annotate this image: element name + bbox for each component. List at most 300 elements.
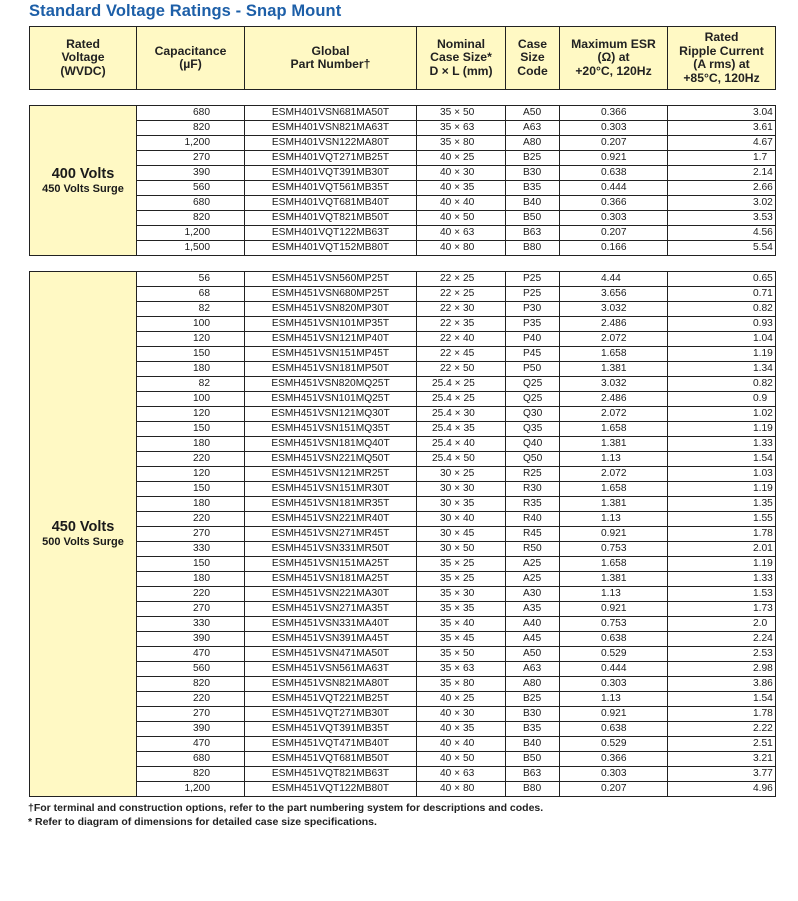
esr-cell: 1.381 (560, 572, 668, 587)
table-row (30, 767, 776, 782)
capacitance-cell: 680 (137, 106, 245, 121)
ripple-current-cell: 1.34 (668, 362, 776, 377)
esr-cell: 0.638 (560, 632, 668, 647)
part-number-cell: ESMH451VSN181MQ40T (245, 437, 417, 452)
case-code-cell: B25 (506, 692, 560, 707)
case-code-cell: Q40 (506, 437, 560, 452)
case-code-cell: A63 (506, 662, 560, 677)
case-size-cell: 30 × 50 (417, 542, 506, 557)
case-size-cell: 40 × 80 (417, 782, 506, 797)
case-code-cell: A25 (506, 557, 560, 572)
esr-cell: 0.921 (560, 602, 668, 617)
esr-cell: 0.303 (560, 211, 668, 226)
ripple-current-cell: 2.24 (668, 632, 776, 647)
case-code-cell: Q35 (506, 422, 560, 437)
rated-voltage-cell (30, 272, 137, 797)
table-row (30, 422, 776, 437)
ripple-current-cell: 3.77 (668, 767, 776, 782)
header-line: (A rms) at (693, 57, 750, 71)
case-size-cell: 40 × 63 (417, 767, 506, 782)
case-code-cell: P40 (506, 332, 560, 347)
case-size-cell: 35 × 25 (417, 557, 506, 572)
ripple-current-cell: 1.19 (668, 422, 776, 437)
ripple-current-cell: 1.33 (668, 572, 776, 587)
ripple-current-cell: 3.53 (668, 211, 776, 226)
ripple-current-cell: 3.21 (668, 752, 776, 767)
esr-cell: 2.072 (560, 407, 668, 422)
esr-cell: 0.444 (560, 181, 668, 196)
capacitance-cell: 220 (137, 692, 245, 707)
table-row (30, 587, 776, 602)
esr-cell: 0.638 (560, 166, 668, 181)
part-number-cell: ESMH401VSN821MA63T (245, 121, 417, 136)
table-row (30, 572, 776, 587)
esr-cell: 2.486 (560, 392, 668, 407)
case-code-cell: B40 (506, 737, 560, 752)
table-row (30, 437, 776, 452)
case-size-cell: 40 × 50 (417, 211, 506, 226)
ripple-current-cell: 1.19 (668, 557, 776, 572)
footnote-case-size: * Refer to diagram of dimensions for detailed case size specifications. (28, 816, 377, 828)
header-line: Ripple Current (679, 43, 764, 58)
table-row (30, 166, 776, 181)
rated-voltage: 450 Volts (51, 519, 115, 535)
part-number-cell: ESMH451VSN331MR50T (245, 542, 417, 557)
case-code-cell: A63 (506, 121, 560, 136)
ripple-current-cell: 1.19 (668, 347, 776, 362)
esr-cell: 0.366 (560, 752, 668, 767)
ripple-current-cell: 1.73 (668, 602, 776, 617)
ripple-current-cell: 3.61 (668, 121, 776, 136)
case-code-cell: R30 (506, 482, 560, 497)
case-code-cell: P25 (506, 287, 560, 302)
case-size-cell: 30 × 40 (417, 512, 506, 527)
esr-cell: 1.381 (560, 437, 668, 452)
header-line: Code (517, 63, 548, 78)
ripple-current-cell: 0.82 (668, 302, 776, 317)
part-number-cell: ESMH451VSN391MA45T (245, 632, 417, 647)
table-row (30, 482, 776, 497)
table-row (30, 527, 776, 542)
case-size-cell: 22 × 45 (417, 347, 506, 362)
part-number-cell: ESMH451VQT271MB30T (245, 707, 417, 722)
header-line: Capacitance (154, 43, 227, 58)
esr-cell: 0.753 (560, 542, 668, 557)
case-code-cell: B30 (506, 707, 560, 722)
capacitance-cell: 470 (137, 737, 245, 752)
part-number-cell: ESMH451VQT471MB40T (245, 737, 417, 752)
case-code-cell: P35 (506, 317, 560, 332)
part-number-cell: ESMH451VSN221MA30T (245, 587, 417, 602)
ripple-current-cell: 1.78 (668, 527, 776, 542)
ripple-current-cell: 3.04 (668, 106, 776, 121)
case-size-cell: 35 × 40 (417, 617, 506, 632)
capacitance-cell: 330 (137, 542, 245, 557)
esr-cell: 4.44 (560, 272, 668, 287)
table-row (30, 196, 776, 211)
table-row (30, 407, 776, 422)
ripple-current-cell: 2.66 (668, 181, 776, 196)
table-row (30, 662, 776, 677)
capacitance-cell: 1,200 (137, 136, 245, 151)
capacitance-cell: 180 (137, 572, 245, 587)
table-row (30, 377, 776, 392)
ripple-current-cell: 1.54 (668, 692, 776, 707)
table-row (30, 557, 776, 572)
header-line: +20°C, 120Hz (575, 63, 652, 78)
capacitance-cell: 100 (137, 317, 245, 332)
part-number-cell: ESMH451VSN151MP45T (245, 347, 417, 362)
case-size-cell: 30 × 35 (417, 497, 506, 512)
ripple-current-cell: 4.67 (668, 136, 776, 151)
case-size-cell: 40 × 25 (417, 151, 506, 166)
capacitance-cell: 330 (137, 617, 245, 632)
case-code-cell: P25 (506, 272, 560, 287)
part-number-cell: ESMH401VQT391MB30T (245, 166, 417, 181)
voltage-group-450 (29, 271, 776, 797)
part-number-cell: ESMH451VSN181MR35T (245, 497, 417, 512)
part-number-cell: ESMH451VSN181MP50T (245, 362, 417, 377)
esr-cell: 1.381 (560, 497, 668, 512)
capacitance-cell: 680 (137, 752, 245, 767)
esr-cell: 0.529 (560, 647, 668, 662)
case-code-cell: P30 (506, 302, 560, 317)
case-size-cell: 22 × 50 (417, 362, 506, 377)
part-number-cell: ESMH401VQT271MB25T (245, 151, 417, 166)
table-row (30, 362, 776, 377)
surge-voltage: 500 Volts Surge (42, 536, 124, 548)
ripple-current-cell: 2.01 (668, 542, 776, 557)
ripple-current-cell: 2.22 (668, 722, 776, 737)
part-number-cell: ESMH451VSN121MQ30T (245, 407, 417, 422)
esr-cell: 0.366 (560, 106, 668, 121)
table-row (30, 602, 776, 617)
header-line: Part Number† (290, 57, 371, 71)
case-size-cell: 35 × 63 (417, 121, 506, 136)
table-row (30, 707, 776, 722)
header-ripple-current (668, 27, 776, 90)
header-line: Voltage (61, 50, 105, 65)
case-code-cell: R25 (506, 467, 560, 482)
ripple-current-cell: 2.0 (668, 617, 776, 632)
case-code-cell: R40 (506, 512, 560, 527)
ripple-current-cell: 0.82 (668, 377, 776, 392)
part-number-cell: ESMH451VQT122MB80T (245, 782, 417, 797)
header-line: Size (520, 50, 545, 65)
part-number-cell: ESMH451VSN221MR40T (245, 512, 417, 527)
case-size-cell: 35 × 50 (417, 106, 506, 121)
case-size-cell: 25.4 × 40 (417, 437, 506, 452)
header-rated-voltage (30, 27, 137, 90)
case-code-cell: B50 (506, 211, 560, 226)
part-number-cell: ESMH451VSN821MA80T (245, 677, 417, 692)
ripple-current-cell: 2.98 (668, 662, 776, 677)
case-code-cell: B25 (506, 151, 560, 166)
part-number-cell: ESMH451VSN181MA25T (245, 572, 417, 587)
part-number-cell: ESMH401VQT152MB80T (245, 241, 417, 256)
part-number-cell: ESMH451VSN471MA50T (245, 647, 417, 662)
ripple-current-cell: 1.55 (668, 512, 776, 527)
capacitance-cell: 820 (137, 211, 245, 226)
capacitance-cell: 180 (137, 497, 245, 512)
case-code-cell: Q25 (506, 377, 560, 392)
esr-cell: 3.032 (560, 377, 668, 392)
capacitance-cell: 820 (137, 121, 245, 136)
part-number-cell: ESMH451VSN820MQ25T (245, 377, 417, 392)
esr-cell: 3.032 (560, 302, 668, 317)
capacitance-cell: 100 (137, 392, 245, 407)
ripple-current-cell: 1.03 (668, 467, 776, 482)
table-row (30, 512, 776, 527)
header-line: Case (517, 36, 548, 51)
esr-cell: 1.658 (560, 347, 668, 362)
capacitance-cell: 150 (137, 422, 245, 437)
capacitance-cell: 68 (137, 287, 245, 302)
table-row (30, 722, 776, 737)
case-code-cell: Q30 (506, 407, 560, 422)
part-number-cell: ESMH401VQT122MB63T (245, 226, 417, 241)
table-row (30, 241, 776, 256)
esr-cell: 0.366 (560, 196, 668, 211)
case-size-cell: 22 × 25 (417, 272, 506, 287)
capacitance-cell: 120 (137, 407, 245, 422)
capacitance-cell: 150 (137, 482, 245, 497)
case-code-cell: B35 (506, 722, 560, 737)
table-row (30, 542, 776, 557)
part-number-cell: ESMH451VSN560MP25T (245, 272, 417, 287)
rated-voltage: 400 Volts (51, 165, 115, 182)
table-row (30, 121, 776, 136)
case-code-cell: B35 (506, 181, 560, 196)
case-code-cell: A35 (506, 602, 560, 617)
capacitance-cell: 820 (137, 767, 245, 782)
case-size-cell: 40 × 35 (417, 722, 506, 737)
table-row (30, 632, 776, 647)
ripple-current-cell: 1.78 (668, 707, 776, 722)
esr-cell: 0.921 (560, 707, 668, 722)
case-size-cell: 40 × 35 (417, 181, 506, 196)
case-size-cell: 40 × 40 (417, 737, 506, 752)
case-size-cell: 22 × 30 (417, 302, 506, 317)
case-code-cell: A50 (506, 647, 560, 662)
case-size-cell: 22 × 25 (417, 287, 506, 302)
header-capacitance (137, 27, 245, 90)
ripple-current-cell: 1.53 (668, 587, 776, 602)
esr-cell: 0.529 (560, 737, 668, 752)
case-size-cell: 30 × 25 (417, 467, 506, 482)
table-row (30, 392, 776, 407)
part-number-cell: ESMH451VQT821MB63T (245, 767, 417, 782)
case-code-cell: B80 (506, 241, 560, 256)
case-size-cell: 35 × 80 (417, 677, 506, 692)
table-row (30, 181, 776, 196)
esr-cell: 0.753 (560, 617, 668, 632)
header-case-size (417, 27, 506, 90)
part-number-cell: ESMH451VSN121MR25T (245, 467, 417, 482)
esr-cell: 1.658 (560, 482, 668, 497)
part-number-cell: ESMH451VSN271MA35T (245, 602, 417, 617)
table-row (30, 136, 776, 151)
table-row (30, 332, 776, 347)
table-row (30, 647, 776, 662)
ripple-current-cell: 4.56 (668, 226, 776, 241)
part-number-cell: ESMH451VQT681MB50T (245, 752, 417, 767)
capacitance-cell: 270 (137, 602, 245, 617)
case-size-cell: 25.4 × 35 (417, 422, 506, 437)
part-number-cell: ESMH451VSN820MP30T (245, 302, 417, 317)
part-number-cell: ESMH451VQT221MB25T (245, 692, 417, 707)
ripple-current-cell: 1.54 (668, 452, 776, 467)
esr-cell: 0.166 (560, 241, 668, 256)
esr-cell: 1.381 (560, 362, 668, 377)
part-number-cell: ESMH451VSN121MP40T (245, 332, 417, 347)
case-code-cell: P45 (506, 347, 560, 362)
page-title: Standard Voltage Ratings - Snap Mount (29, 2, 342, 20)
part-number-cell: ESMH451VSN561MA63T (245, 662, 417, 677)
esr-cell: 1.13 (560, 692, 668, 707)
part-number-cell: ESMH451VSN101MP35T (245, 317, 417, 332)
case-code-cell: A80 (506, 136, 560, 151)
case-code-cell: R35 (506, 497, 560, 512)
case-size-cell: 40 × 40 (417, 196, 506, 211)
esr-cell: 3.656 (560, 287, 668, 302)
header-line: Rated (66, 36, 100, 51)
ripple-current-cell: 4.96 (668, 782, 776, 797)
header-esr (560, 27, 668, 90)
esr-cell: 0.303 (560, 767, 668, 782)
case-code-cell: A80 (506, 677, 560, 692)
capacitance-cell: 1,200 (137, 782, 245, 797)
esr-cell: 0.207 (560, 782, 668, 797)
capacitance-cell: 560 (137, 662, 245, 677)
part-number-cell: ESMH451VSN331MA40T (245, 617, 417, 632)
table-row (30, 302, 776, 317)
ripple-current-cell: 5.54 (668, 241, 776, 256)
capacitance-cell: 390 (137, 166, 245, 181)
ripple-current-cell: 2.53 (668, 647, 776, 662)
ripple-current-cell: 1.02 (668, 407, 776, 422)
case-size-cell: 35 × 35 (417, 602, 506, 617)
ripple-current-cell: 3.02 (668, 196, 776, 211)
case-size-cell: 40 × 63 (417, 226, 506, 241)
part-number-cell: ESMH451VQT391MB35T (245, 722, 417, 737)
header-line: (µF) (179, 57, 202, 71)
table-row (30, 106, 776, 121)
capacitance-cell: 120 (137, 332, 245, 347)
header-line: Global (311, 43, 350, 58)
capacitance-cell: 180 (137, 362, 245, 377)
header-line: Case Size* (430, 50, 492, 65)
table-row (30, 452, 776, 467)
footnotes (28, 801, 543, 829)
ripple-current-cell: 3.86 (668, 677, 776, 692)
case-size-cell: 40 × 30 (417, 707, 506, 722)
ripple-current-cell: 1.19 (668, 482, 776, 497)
case-size-cell: 30 × 45 (417, 527, 506, 542)
header-line: Rated (704, 30, 739, 44)
case-code-cell: A30 (506, 587, 560, 602)
part-number-cell: ESMH451VSN151MR30T (245, 482, 417, 497)
case-size-cell: 25.4 × 25 (417, 392, 506, 407)
case-size-cell: 25.4 × 25 (417, 377, 506, 392)
capacitance-cell: 220 (137, 512, 245, 527)
esr-cell: 2.072 (560, 332, 668, 347)
capacitance-cell: 120 (137, 467, 245, 482)
case-code-cell: A45 (506, 632, 560, 647)
header-line: (WVDC) (60, 63, 106, 78)
ripple-current-cell: 0.71 (668, 287, 776, 302)
case-code-cell: A50 (506, 106, 560, 121)
capacitance-cell: 220 (137, 587, 245, 602)
capacitance-cell: 270 (137, 151, 245, 166)
capacitance-cell: 56 (137, 272, 245, 287)
ripple-current-cell: 1.33 (668, 437, 776, 452)
table-row (30, 692, 776, 707)
case-size-cell: 30 × 30 (417, 482, 506, 497)
capacitance-cell: 820 (137, 677, 245, 692)
case-code-cell: Q25 (506, 392, 560, 407)
case-code-cell: Q50 (506, 452, 560, 467)
part-number-cell: ESMH401VQT681MB40T (245, 196, 417, 211)
header-line: (Ω) at (597, 50, 630, 65)
case-code-cell: A25 (506, 572, 560, 587)
esr-cell: 0.207 (560, 136, 668, 151)
esr-cell: 0.638 (560, 722, 668, 737)
part-number-cell: ESMH451VSN151MQ35T (245, 422, 417, 437)
table-row (30, 272, 776, 287)
esr-cell: 0.921 (560, 151, 668, 166)
ripple-current-cell: 2.14 (668, 166, 776, 181)
capacitance-cell: 82 (137, 302, 245, 317)
table-row (30, 677, 776, 692)
table-row (30, 782, 776, 797)
esr-cell: 1.13 (560, 587, 668, 602)
table-header (29, 26, 776, 90)
table-row (30, 617, 776, 632)
esr-cell: 1.658 (560, 422, 668, 437)
table-row (30, 317, 776, 332)
ripple-current-cell: 0.65 (668, 272, 776, 287)
capacitance-cell: 680 (137, 196, 245, 211)
capacitance-cell: 150 (137, 347, 245, 362)
ripple-current-cell: 1.04 (668, 332, 776, 347)
rated-voltage-cell (30, 106, 137, 256)
esr-cell: 2.072 (560, 467, 668, 482)
part-number-cell: ESMH451VSN221MQ50T (245, 452, 417, 467)
capacitance-cell: 1,200 (137, 226, 245, 241)
case-size-cell: 35 × 45 (417, 632, 506, 647)
capacitance-cell: 390 (137, 722, 245, 737)
part-number-cell: ESMH451VSN151MA25T (245, 557, 417, 572)
surge-voltage: 450 Volts Surge (42, 182, 124, 195)
esr-cell: 0.303 (560, 121, 668, 136)
part-number-cell: ESMH451VSN101MQ25T (245, 392, 417, 407)
case-size-cell: 35 × 25 (417, 572, 506, 587)
table-row (30, 467, 776, 482)
case-code-cell: B63 (506, 767, 560, 782)
case-size-cell: 40 × 30 (417, 166, 506, 181)
case-size-cell: 25.4 × 30 (417, 407, 506, 422)
esr-cell: 0.921 (560, 527, 668, 542)
header-part-number (245, 27, 417, 90)
header-line: Maximum ESR (571, 36, 656, 51)
table-row (30, 151, 776, 166)
case-code-cell: R45 (506, 527, 560, 542)
capacitance-cell: 82 (137, 377, 245, 392)
esr-cell: 0.444 (560, 662, 668, 677)
esr-cell: 0.303 (560, 677, 668, 692)
ripple-current-cell: 1.35 (668, 497, 776, 512)
